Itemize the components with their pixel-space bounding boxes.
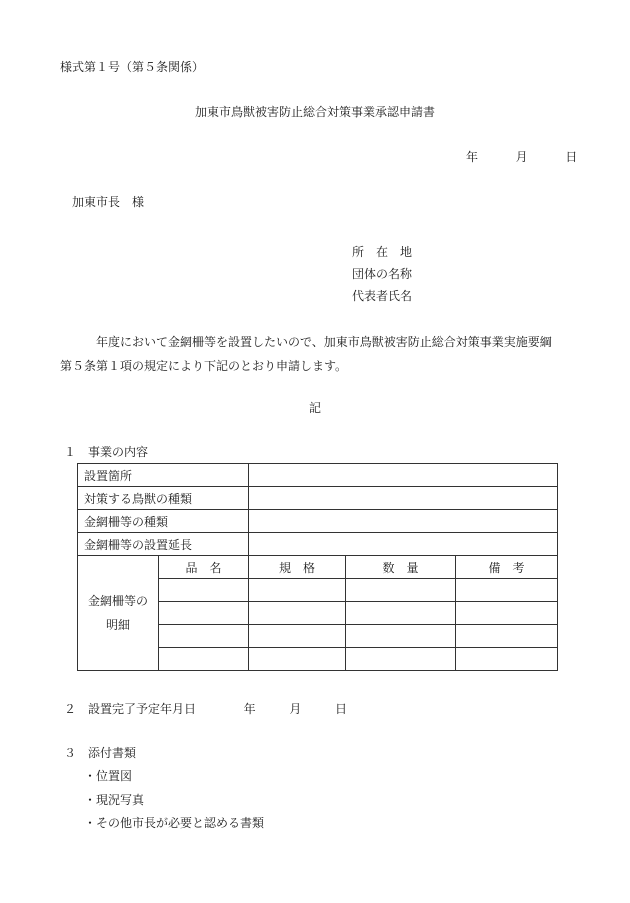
document-title: 加東市鳥獣被害防止総合対策事業承認申請書	[194, 105, 435, 119]
attachment-item: ・位置図	[84, 769, 133, 783]
applicant-address-label: 所 在 地	[352, 245, 413, 259]
body-line-1: 年度において金網柵等を設置したいので、加東市鳥獣被害防止総合対策事業実施要綱	[96, 335, 552, 349]
detail-cell[interactable]	[249, 579, 346, 602]
column-header-quantity: 数 量	[346, 556, 456, 579]
detail-cell[interactable]	[346, 579, 456, 602]
section2-month: 月	[289, 702, 302, 716]
row-value-fence-length[interactable]	[249, 533, 558, 556]
ki-heading: 記	[308, 401, 321, 415]
row-label-fence-length: 金網柵等の設置延長	[78, 533, 249, 556]
row-label-location: 設置箇所	[78, 464, 249, 487]
detail-cell[interactable]	[159, 602, 249, 625]
date-day: 日	[565, 150, 578, 164]
detail-label	[78, 556, 159, 671]
date-year: 年	[466, 150, 479, 164]
detail-cell[interactable]	[249, 625, 346, 648]
section2-day: 日	[335, 702, 348, 716]
date-line	[466, 151, 577, 163]
attachment-item: ・現況写真	[84, 793, 145, 807]
date-month: 月	[515, 150, 528, 164]
table-row	[78, 487, 558, 510]
table-row	[78, 464, 558, 487]
body-paragraph	[60, 330, 580, 378]
detail-cell[interactable]	[456, 602, 558, 625]
row-label-animal-type: 対策する鳥獣の種類	[78, 487, 249, 510]
detail-cell[interactable]	[456, 625, 558, 648]
detail-cell[interactable]	[346, 602, 456, 625]
attachment-item: ・その他市長が必要と認める書類	[84, 816, 265, 830]
applicant-org-label: 団体の名称	[352, 267, 413, 281]
addressee: 加東市長 様	[72, 195, 145, 209]
row-value-fence-type[interactable]	[249, 510, 558, 533]
detail-cell[interactable]	[346, 648, 456, 671]
section2-line	[64, 703, 347, 715]
detail-cell[interactable]	[249, 602, 346, 625]
column-header-remarks: 備 考	[456, 556, 558, 579]
section2-year: 年	[243, 702, 256, 716]
row-value-animal-type[interactable]	[249, 487, 558, 510]
table-row	[78, 510, 558, 533]
column-header-spec: 規 格	[249, 556, 346, 579]
detail-label-line-2: 明細	[105, 618, 130, 632]
section3-heading: ３ 添付書類	[64, 746, 137, 760]
detail-cell[interactable]	[456, 579, 558, 602]
column-header-item-name: 品 名	[159, 556, 249, 579]
detail-label-line-1: 金網柵等の	[87, 594, 148, 608]
detail-cell[interactable]	[249, 648, 346, 671]
form-number: 様式第１号（第５条関係）	[60, 60, 205, 74]
detail-cell[interactable]	[346, 625, 456, 648]
project-content-table	[77, 463, 558, 671]
table-row	[78, 556, 558, 579]
applicant-rep-label: 代表者氏名	[352, 289, 413, 303]
detail-cell[interactable]	[159, 648, 249, 671]
detail-cell[interactable]	[159, 625, 249, 648]
detail-cell[interactable]	[159, 579, 249, 602]
body-line-2: 第５条第１項の規定により下記のとおり申請します。	[60, 359, 348, 373]
row-value-location[interactable]	[249, 464, 558, 487]
section1-heading: １ 事業の内容	[64, 445, 149, 459]
detail-cell[interactable]	[456, 648, 558, 671]
table-row	[78, 533, 558, 556]
applicant-block	[352, 241, 412, 307]
section2-heading: ２ 設置完了予定年月日	[64, 702, 197, 716]
row-label-fence-type: 金網柵等の種類	[78, 510, 249, 533]
